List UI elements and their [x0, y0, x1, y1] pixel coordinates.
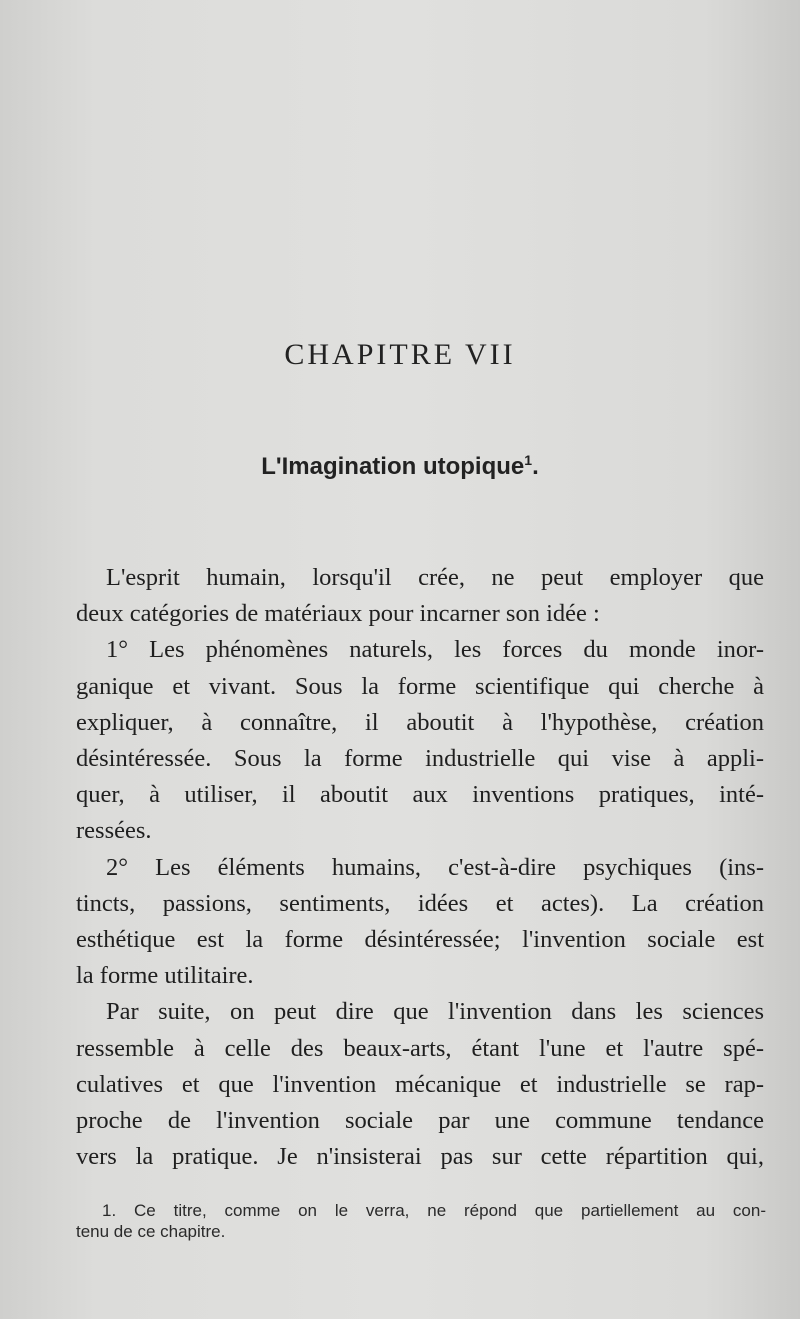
- paragraph: [76, 994, 764, 1175]
- text-line: désintéressée. Sous la forme industrielle qui vise à appli-: [76, 745, 764, 773]
- text-line: ressemble à celle des beaux-arts, étant l'une et l'autre spé-: [76, 1034, 764, 1062]
- text-line: la forme utilitaire.: [76, 962, 254, 990]
- text-line: esthétique est la forme désintéressée; l'invention sociale est: [76, 926, 764, 954]
- text-line: L'esprit humain, lorsqu'il crée, ne peut employer que: [106, 564, 764, 591]
- footnote-line: tenu de ce chapitre.: [76, 1222, 226, 1241]
- text-line: 2° Les éléments humains, c'est-à-dire psychiques (ins-: [106, 853, 764, 881]
- paragraph: [76, 632, 764, 849]
- text-line: ganique et vivant. Sous la forme scientifique qui cherche à: [76, 672, 764, 700]
- paragraph: [76, 850, 764, 995]
- body-text: [76, 560, 764, 1175]
- chapter-title: CHAPITRE VII: [284, 338, 516, 371]
- text-line: 1° Les phénomènes naturels, les forces du monde inor-: [106, 636, 764, 664]
- text-line: proche de l'invention sociale par une commune tendance: [76, 1107, 764, 1135]
- text-line: tincts, passions, sentiments, idées et actes). La création: [76, 889, 764, 917]
- paragraph: [76, 560, 764, 632]
- text-line: Par suite, on peut dire que l'invention dans les sciences: [106, 998, 764, 1026]
- text-line: culatives et que l'invention mécanique et industrielle se rap-: [76, 1070, 764, 1098]
- text-line: quer, à utiliser, il aboutit aux inventions pratiques, inté-: [76, 781, 764, 809]
- footnote-ref: 1: [524, 452, 533, 468]
- subtitle-period: .: [532, 453, 539, 480]
- text-line: ressées.: [76, 817, 152, 845]
- text-line: vers la pratique. Je n'insisterai pas sur cette répartition qui,: [76, 1143, 764, 1171]
- chapter-subtitle: [0, 452, 800, 481]
- text-line: expliquer, à connaître, il aboutit à l'hypothèse, création: [76, 708, 764, 736]
- footnote-line: 1. Ce titre, comme on le verra, ne répond que partiellement au con-: [102, 1201, 766, 1220]
- footnote: [76, 1200, 766, 1242]
- text-line: deux catégories de matériaux pour incarner son idée :: [76, 600, 600, 628]
- subtitle-text: L'Imagination utopique: [261, 453, 525, 480]
